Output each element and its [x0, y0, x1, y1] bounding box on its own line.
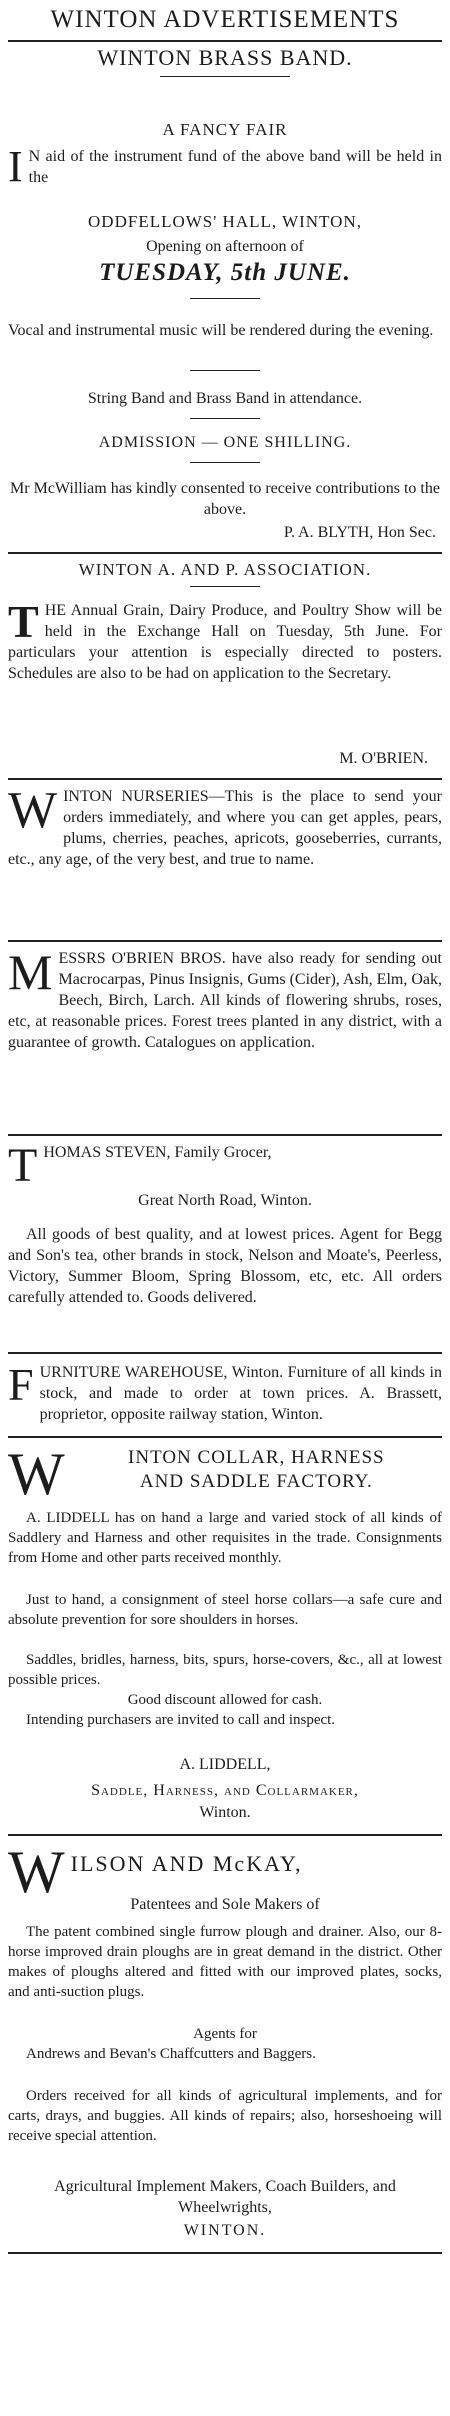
ad8-agents: Agents for — [193, 2026, 257, 2042]
ad1-title: WINTON BRASS BAND. — [97, 45, 353, 70]
ad7-p4: Intending purchasers are invited to call and inspect. — [26, 1712, 336, 1728]
ad1-signature: P. A. BLYTH, Hon Sec. — [283, 524, 436, 541]
ad7-p2: Just to hand, a consignment of steel horse collars—a safe cure and absolute prevention for sore shoulders in horses. — [8, 1592, 442, 1628]
divider — [190, 586, 260, 587]
ad1-venue: ODDFELLOWS' HALL, WINTON, — [88, 212, 362, 231]
ad7-town: Winton. — [199, 1804, 251, 1821]
divider — [8, 1436, 442, 1438]
divider — [190, 462, 260, 463]
divider — [8, 552, 442, 554]
ad5-body: All goods of best quality, and at lowest prices. Agent for Begg and Son's tea, other brands in stock, Nelson and Moate's, Peerless, Victory, Summer Bloom, Spring Blossom, etc, etc. All orders carefully attended to. Goods delivered. — [8, 1226, 442, 1306]
divider — [8, 40, 442, 42]
ad6-dropcap: F — [8, 1359, 34, 1410]
ad7-head2: AND SADDLE FACTORY. — [139, 1471, 373, 1492]
ad8-subhead: Patentees and Sole Makers of — [130, 1896, 320, 1913]
ad8-head: ILSON AND McKAY, — [70, 1851, 303, 1876]
ad7-header — [8, 1441, 442, 1507]
divider — [8, 1352, 442, 1354]
ad1-date: TUESDAY, 5th JUNE. — [99, 259, 351, 286]
ad6-body-text: URNITURE WAREHOUSE, Winton. Furniture of all kinds in stock, and made to order at town prices. A. Brassett, proprietor, opposite railway station, Winton. — [39, 1364, 442, 1423]
divider — [190, 298, 260, 299]
ad8-dropcap: W — [8, 1839, 65, 1905]
ad7-p3: Saddles, bridles, harness, bits, spurs, horse-covers, &c., all at lowest possible prices. — [8, 1652, 442, 1688]
ad4-body-text: ESSRS O'BRIEN BROS. have also ready for sending out Macrocarpas, Pinus Insignis, Gums (Cider), Ash, Elm, Oak, Beech, Birch, Larch. All kinds of flowering shrubs, roses, etc, at reasonable prices. Forest trees planted in any district, with a guarantee of growth. Catalogues on application. — [8, 950, 442, 1051]
ad7-name: A. LIDDELL, — [179, 1756, 271, 1773]
divider — [160, 76, 290, 77]
ad1-music: Vocal and instrumental music will be rendered during the evening. — [8, 322, 434, 339]
divider — [190, 418, 260, 419]
masthead: WINTON ADVERTISEMENTS — [50, 6, 400, 33]
ad2-title: WINTON A. AND P. ASSOCIATION. — [78, 560, 372, 579]
divider — [8, 940, 442, 942]
ad2-dropcap: T — [8, 596, 39, 647]
ad5-address: Great North Road, Winton. — [138, 1192, 312, 1209]
ad3-body-text: INTON NURSERIES—This is the place to send your orders immediately, and where you can get apples, pears, plums, cherries, peaches, apricots, gooseberries, currants, etc., any age, of the very best, and true to name. — [8, 788, 442, 868]
ad8-p2: Orders received for all kinds of agricultural implements, and for carts, drays, and buggies. All kinds of repairs; also, horseshoeing will receive special attention. — [8, 2088, 442, 2144]
ad8-footer-town: WINTON. — [183, 2222, 267, 2239]
ad4-body — [8, 944, 442, 1053]
divider — [8, 1134, 442, 1136]
ad5-head-text: HOMAS STEVEN, Family Grocer, — [43, 1144, 272, 1161]
ad7-p1: A. LIDDELL has on hand a large and varied stock of all kinds of Saddlery and Harness and other requisites in the trade. Consignments from Home and other parts received monthly. — [8, 1510, 442, 1566]
ad7-dropcap: W — [8, 1441, 65, 1507]
ad8-p1: The patent combined single furrow plough and drainer. Also, our 8-horse improved drain ploughs are in great demand in the district. Other makes of ploughs altered and fitted with our improved plates, socks, and anti-suction plugs. — [8, 1924, 442, 2000]
ad6-body — [8, 1359, 442, 1425]
ad7-head1: INTON COLLAR, HARNESS — [128, 1447, 385, 1468]
ad1-intro-text: N aid of the instrument fund of the above band will be held in the — [28, 148, 442, 186]
ad2-body-text: HE Annual Grain, Dairy Produce, and Poultry Show will be held in the Exchange Hall on Tuesday, 5th June. For particulars your attention is especially directed to posters. Schedules are also to be had on application to the Secretary. — [8, 602, 442, 682]
ad8-agents-for: Andrews and Bevan's Chaffcutters and Baggers. — [26, 2046, 316, 2062]
ad7-trade: Saddle, Harness, and Collarmaker, — [91, 1782, 359, 1799]
divider — [8, 2252, 442, 2254]
ad1-bands: String Band and Brass Band in attendance. — [87, 390, 363, 407]
divider — [190, 370, 260, 371]
ad5-head — [8, 1139, 442, 1192]
divider — [8, 778, 442, 780]
ad4-dropcap: M — [8, 944, 53, 1000]
ad8-footer: Agricultural Implement Makers, Coach Builders, and Wheelwrights, — [54, 2178, 396, 2216]
ad1-dropcap: I — [8, 142, 23, 191]
ad1-opening: Opening on afternoon of — [146, 238, 304, 255]
ad2-body — [8, 596, 442, 684]
ad3-body — [8, 782, 442, 870]
divider — [8, 1834, 442, 1836]
ad1-admission: ADMISSION — ONE SHILLING. — [98, 434, 352, 451]
ad3-dropcap: W — [8, 782, 58, 839]
ad1-contrib: Mr McWilliam has kindly consented to receive contributions to the above. — [10, 480, 440, 518]
ad1-subtitle: A FANCY FAIR — [162, 120, 288, 139]
ad7-discount: Good discount allowed for cash. — [127, 1692, 323, 1708]
ad1-intro — [8, 142, 442, 191]
ad2-signature: M. O'BRIEN. — [339, 750, 428, 767]
ad5-dropcap: T — [8, 1139, 38, 1192]
